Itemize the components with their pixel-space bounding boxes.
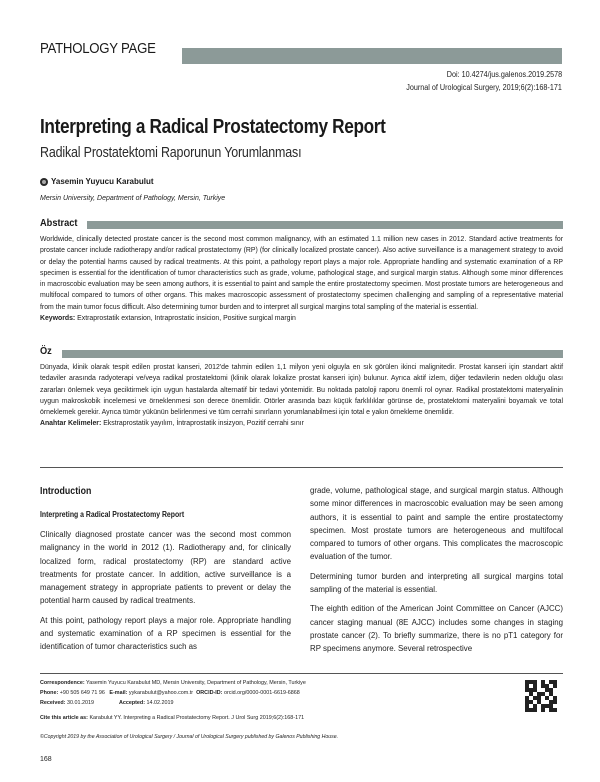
subsection-heading: Interpreting a Radical Prostatectomy Report: [40, 510, 185, 519]
affiliation: Mersin University, Department of Pathology, Mersin, Turkiye: [40, 195, 226, 202]
contact-line: [40, 688, 300, 698]
qr-code[interactable]: [525, 680, 557, 712]
paragraph: At this point, pathology report plays a major role. Appropriate handling and systematic examination of a RP specimen is essential for the identification of tumor characteristics such as: [40, 615, 291, 652]
cite-label: Cite this article as:: [40, 715, 88, 721]
paragraph: Determining tumor burden and interpreting all surgical margins total sampling of the material is essential.: [310, 571, 563, 595]
phone-label: Phone:: [40, 690, 59, 696]
doi[interactable]: Doi: 10.4274/jus.galenos.2019.2578: [446, 70, 562, 79]
abstract-bar: [87, 221, 563, 229]
oz-heading: Öz: [40, 345, 52, 357]
citation: Karabulut YY. Interpreting a Radical Prostatectomy Report. J Urol Surg 2019;6(2):168-171: [89, 715, 305, 721]
qr-module: [553, 708, 557, 712]
received-date: 30.01.2019: [66, 700, 94, 706]
oz-bar: [62, 350, 563, 358]
author-name: Yasemin Yuyucu Karabulut: [51, 177, 154, 186]
oz-keywords: Ekstraprostatik yayılım, İntraprostatik insizyon, Pozitif cerrahi sınır: [103, 420, 304, 428]
accepted-label: Accepted:: [118, 700, 146, 706]
dates-line: [40, 698, 174, 708]
oz-text: [40, 362, 563, 430]
journal-reference: Journal of Urological Surgery, 2019;6(2):168-171: [406, 83, 562, 92]
keywords: Extraprostatik extansion, Intraprostatic insicion, Positive surgical margin: [77, 315, 296, 323]
correspondence-label: Correspondence:: [40, 680, 85, 686]
header-bar: [182, 48, 562, 64]
introduction-heading: Introduction: [40, 486, 92, 497]
email-link[interactable]: yykarabulut@yahoo.com.tr: [128, 690, 194, 696]
orcid-link[interactable]: orcid.org/0000-0001-6619-6868: [223, 690, 300, 696]
copyright: ©Copyright 2019 by the Association of Urological Surgery / Journal of Urological Surgery published by Galenos Publishing House.: [40, 734, 339, 740]
email-label: E-mail:: [109, 690, 128, 696]
received-label: Received:: [40, 700, 66, 706]
abstract-body: Worldwide, clinically detected prostate cancer is the second most common malignancy, with an estimated 1.1 million new cases in 2012. Standard active treatments for prostate cancer include radiotherapy and/or radical prostatectomy (RP) (for clinically localized prostate cancer). Also active surveillance is a management strategy to avoid or delay the potential harms caused by radical treatments. At this point, a pathology report plays a major role. Appropriate handling and systematic examination of a RP specimen is essential for the identification of tumor characteristics such as grade, volume, pathological stage, and surgical margin status. Although some minor differences in macroscobic evaluation may be seen among authors, it is essential to paint and sample the entire prostatectomy specimen. Most prostate tumors are heterogeneous and multifocal compared to tumors of other organs. This makes macroscopic assessment of prostatectomy specimen challenging and sampling of a representative material from the main tumor focus difficult. Also determining tumor burden and to interpret all surgical margins total sampling of the material is essential.: [40, 236, 563, 311]
abstract-text: [40, 234, 563, 324]
article-title: Interpreting a Radical Prostatectomy Report: [40, 116, 386, 138]
section-divider: [40, 467, 563, 468]
section-label: PATHOLOGY PAGE: [40, 40, 156, 57]
paragraph: grade, volume, pathological stage, and surgical margin status. Although some minor differences in macroscobic evaluation may be seen among authors, it is essential to paint and sample the entire prostatectomy specimen. Most prostate tumors are heterogeneous and multifocal compared to tumors of other organs. This complicates the macroscopic evaluation of the tumor.: [310, 486, 563, 562]
phone: +90 505 649 71 96: [59, 690, 105, 696]
accepted-date: 14.02.2019: [146, 700, 174, 706]
left-column: [40, 528, 291, 660]
paragraph: Clinically diagnosed prostate cancer was the second most common malignancy in the world in 2012 (1). Radiotherapy and, for clinically localized form, radical prostatectomy (RP) are standard active treatments for prostate cancer. In addition, active surveillance is a management strategy in appropriate patients to prevent or delay the potential harm caused by radical treatments.: [40, 530, 291, 606]
orcid-label: ORCID-ID:: [196, 690, 223, 696]
oz-body: Dünyada, klinik olarak tespit edilen prostat kanseri, 2012'de tahmin edilen 1,1 milyon yeni olguyla en sık görülen ikinci malignitedir. Prostat kanseri için standart aktif tedaviler arasında radyoterapi ve/veya radikal prostatektomi (klinik olarak lokalize prostat kanseri için) bulunur. Ayrıca aktif izlem, diğer tedavilerin neden olduğu olası zararları önlemek veya geciktirmek için uygun hastalarda alternatif bir tedavi yöntemidir. Bu noktada patoloji raporu önemli rol oynar. Radikal prostatektomi materyalinin uygun makroskobik incelemesi ve örneklenmesi son derece önemlidir. Otörler arasında bazı küçük farklılıklar görünse de, prostatektomi materyalini boyamak ve total örneklemek gerekir. Ayrıca tümör yükünün belirlenmesi ve tüm cerrahi sınırların yorumlanabilmesi için total e yakın örnekleme önemlidir.: [40, 364, 563, 417]
citation-line: [40, 713, 304, 723]
right-column: [310, 484, 563, 662]
orcid-icon[interactable]: [40, 178, 48, 186]
author-line: [40, 177, 154, 186]
paragraph: The eighth edition of the American Joint Committee on Cancer (AJCC) cancer staging manual (8E AJCC) includes some changes in staging prostate cancer (2). To briefly summarize, there is no pT1 category for RP specimens anymore. Several retrospective: [310, 604, 563, 654]
correspondence: Yasemin Yuyucu Karabulut MD, Mersin University, Department of Pathology, Mersin, Turkiye: [86, 680, 306, 686]
footer-divider: [40, 673, 563, 674]
page-number: 168: [40, 756, 52, 763]
article-subtitle: Radikal Prostatektomi Raporunun Yorumlanması: [40, 145, 302, 161]
correspondence-line: [40, 678, 306, 688]
oz-keywords-label: Anahtar Kelimeler:: [40, 420, 102, 428]
keywords-label: Keywords:: [40, 315, 76, 323]
abstract-heading: Abstract: [40, 217, 78, 229]
